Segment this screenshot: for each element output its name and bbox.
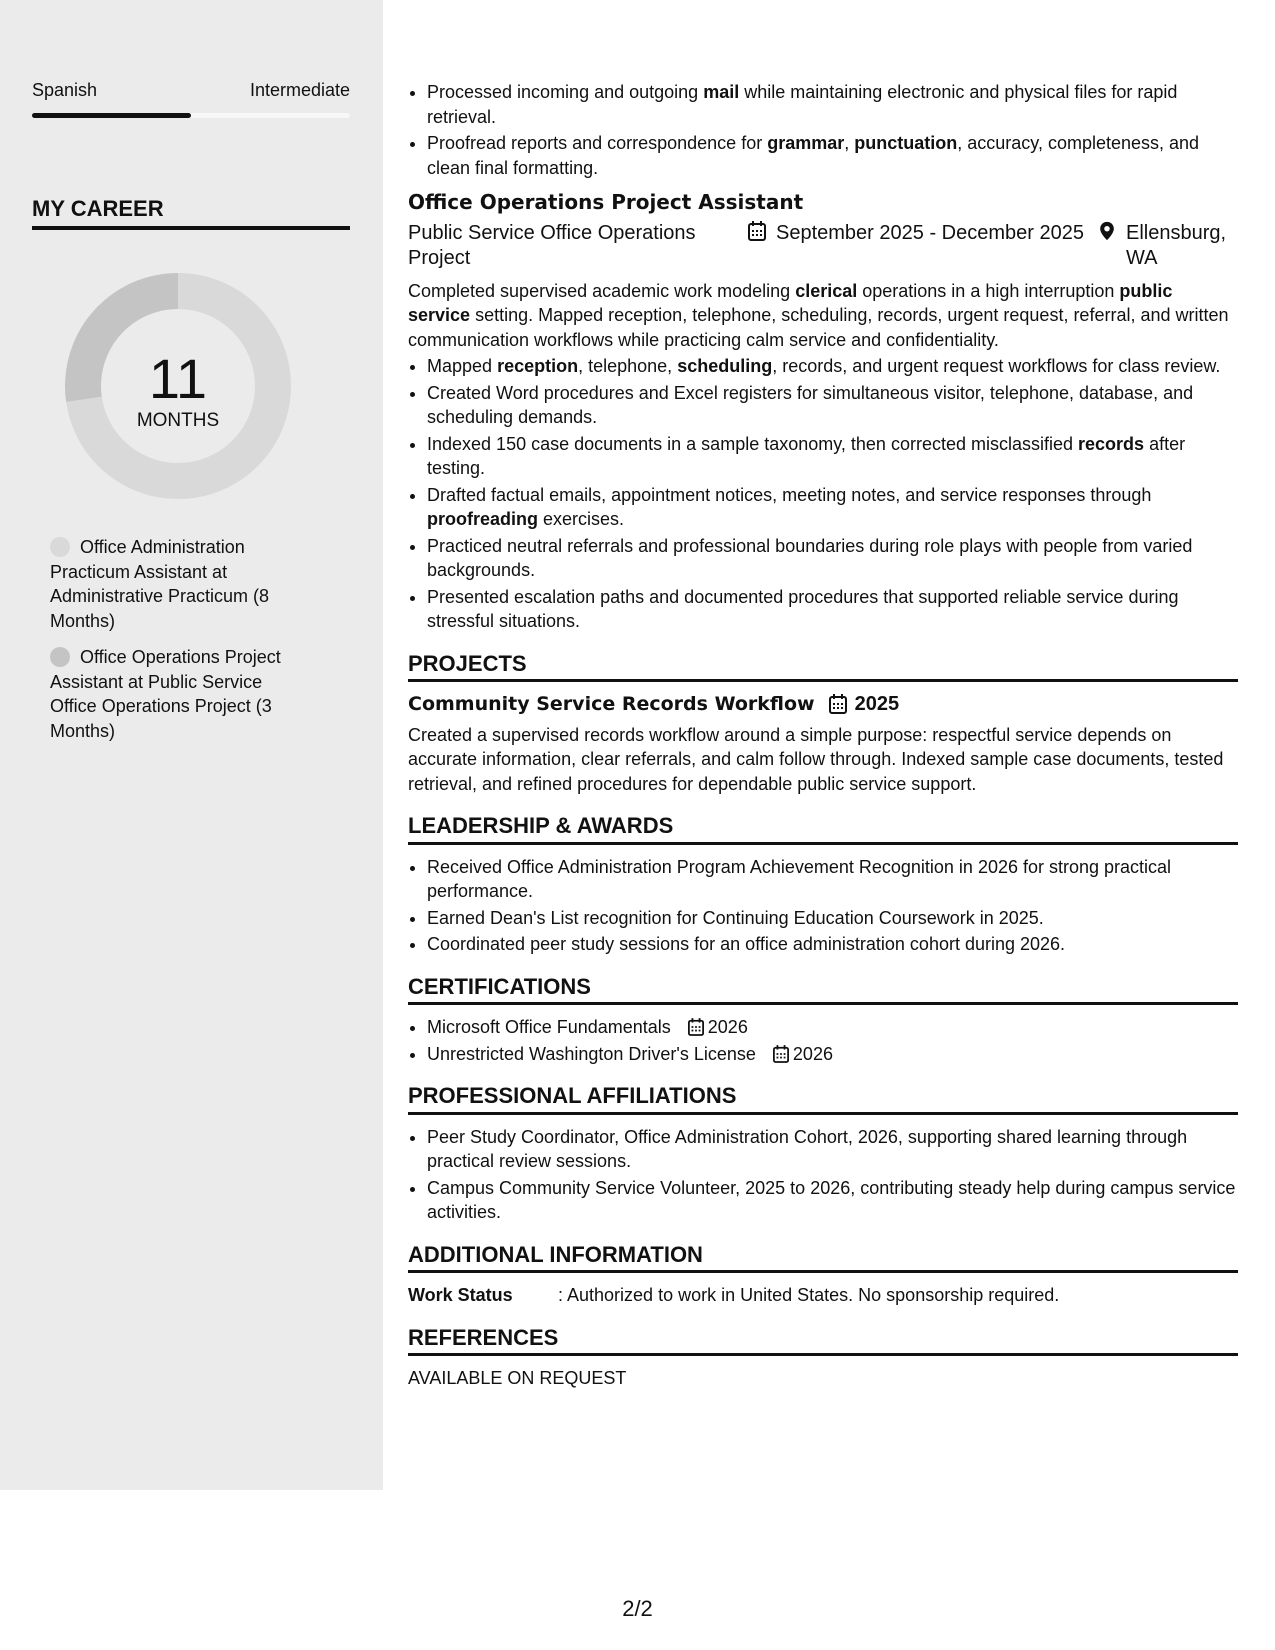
- job-dates: [748, 221, 1098, 271]
- certifications-list: [408, 1015, 1238, 1066]
- career-legend-item: [50, 645, 310, 743]
- project-title: Community Service Records Workflow: [408, 693, 815, 715]
- calendar-icon: [688, 1018, 704, 1036]
- list-item: [427, 1015, 1238, 1040]
- list-item: • Proofread reports and correspondence for grammar, punctuation, accuracy, completeness, and clean final formatting.: [427, 131, 1238, 180]
- career-heading: MY CAREER: [32, 196, 350, 230]
- project-description: Created a supervised records workflow around a simple purpose: respectful service depends on accurate information, clear referrals, and calm follow through. Indexed sample case documents, tested retrieval, and refined procedures for dependable public service support.: [408, 724, 1224, 794]
- career-legend: [50, 535, 310, 755]
- main-content: [408, 80, 1238, 1391]
- career-total-months: 11: [148, 347, 208, 410]
- legend-swatch: [50, 537, 70, 557]
- legend-label: Office Administration Practicum Assistant at Administrative Practicum (8 Months): [50, 537, 270, 631]
- career-total-unit: MONTHS: [136, 410, 220, 431]
- legend-label: Office Operations Project Assistant at Public Service Office Operations Project (3 Months): [50, 647, 281, 741]
- certifications-heading: CERTIFICATIONS: [408, 975, 1238, 1006]
- list-item: • Earned Dean's List recognition for Continuing Education Coursework in 2025.: [427, 906, 1238, 931]
- awards-list: [408, 855, 1238, 957]
- map-pin-icon: [1098, 221, 1116, 241]
- list-item: • Created Word procedures and Excel registers for simultaneous visitor, telephone, database, and scheduling demands.: [427, 381, 1238, 430]
- job-organization: Public Service Office Operations Project: [408, 221, 696, 269]
- certification-year: 2026: [707, 1017, 748, 1037]
- work-status-row: [408, 1283, 1238, 1308]
- list-item: • Coordinated peer study sessions for an office administration cohort during 2026.: [427, 932, 1238, 957]
- work-status-label: Work Status: [408, 1285, 513, 1305]
- calendar-icon: [829, 694, 847, 714]
- list-item: • Campus Community Service Volunteer, 2025 to 2026, contributing steady help during campus service activities.: [427, 1176, 1238, 1225]
- language-proficiency-fill: [32, 113, 191, 118]
- legend-swatch: [50, 647, 70, 667]
- references-text: AVAILABLE ON REQUEST: [408, 1368, 627, 1388]
- additional-info-heading: ADDITIONAL INFORMATION: [408, 1243, 1238, 1274]
- list-item: • Practiced neutral referrals and professional boundaries during role plays with people from varied backgrounds.: [427, 534, 1238, 583]
- references-heading: REFERENCES: [408, 1326, 1238, 1357]
- language-proficiency-bar: [32, 113, 350, 118]
- page-number: 2/2: [622, 1596, 653, 1621]
- projects-heading: PROJECTS: [408, 652, 1238, 683]
- certification-year: 2026: [792, 1043, 833, 1064]
- language-level: Intermediate: [249, 80, 350, 100]
- list-item: • Indexed 150 case documents in a sample taxonomy, then corrected misclassified records after testing.: [427, 432, 1238, 481]
- job-title: Office Operations Project Assistant: [408, 190, 804, 214]
- awards-heading: LEADERSHIP & AWARDS: [408, 814, 1238, 845]
- calendar-icon: [748, 221, 766, 241]
- job-meta: [408, 221, 1238, 271]
- list-item: • Drafted factual emails, appointment notices, meeting notes, and service responses through proofreading exercises.: [427, 483, 1238, 532]
- project-year: 2025: [854, 693, 900, 715]
- language-name: Spanish: [32, 80, 98, 100]
- affiliations-heading: PROFESSIONAL AFFILIATIONS: [408, 1084, 1238, 1115]
- job-location: [1098, 221, 1238, 271]
- sidebar: [0, 0, 383, 1490]
- work-status-value: : Authorized to work in United States. No sponsorship required.: [558, 1285, 1060, 1305]
- project-title-row: [408, 692, 1238, 717]
- language-row: [32, 80, 350, 101]
- list-item: • Received Office Administration Program Achievement Recognition in 2026 for strong practical performance.: [427, 855, 1238, 904]
- list-item: • Processed incoming and outgoing mail while maintaining electronic and physical files for rapid retrieval.: [427, 80, 1238, 129]
- calendar-icon: [773, 1045, 789, 1063]
- job-date-range: September 2025 - December 2025: [776, 221, 1084, 244]
- job-description: Completed supervised academic work modeling clerical operations in a high interruption public service setting. Mapped reception, telephone, scheduling, records, urgent request, referral, and written communication workflows while practicing calm service and confidentiality.: [408, 280, 1229, 350]
- previous-job-bullets: [408, 80, 1238, 180]
- list-item: • Mapped reception, telephone, scheduling, records, and urgent request workflows for class review.: [427, 354, 1238, 379]
- certification-name: Microsoft Office Fundamentals: [427, 1017, 671, 1037]
- career-legend-item: [50, 535, 310, 633]
- certification-name: Unrestricted Washington Driver's License: [427, 1043, 756, 1064]
- list-item: • Presented escalation paths and documented procedures that supported reliable service during stressful situations.: [427, 585, 1238, 634]
- list-item: [427, 1042, 1238, 1067]
- job-location-text: Ellensburg, WA: [1126, 221, 1227, 269]
- job-bullets: [408, 354, 1238, 634]
- affiliations-list: [408, 1125, 1238, 1225]
- list-item: • Peer Study Coordinator, Office Administration Cohort, 2026, supporting shared learning through practical review sessions.: [427, 1125, 1238, 1174]
